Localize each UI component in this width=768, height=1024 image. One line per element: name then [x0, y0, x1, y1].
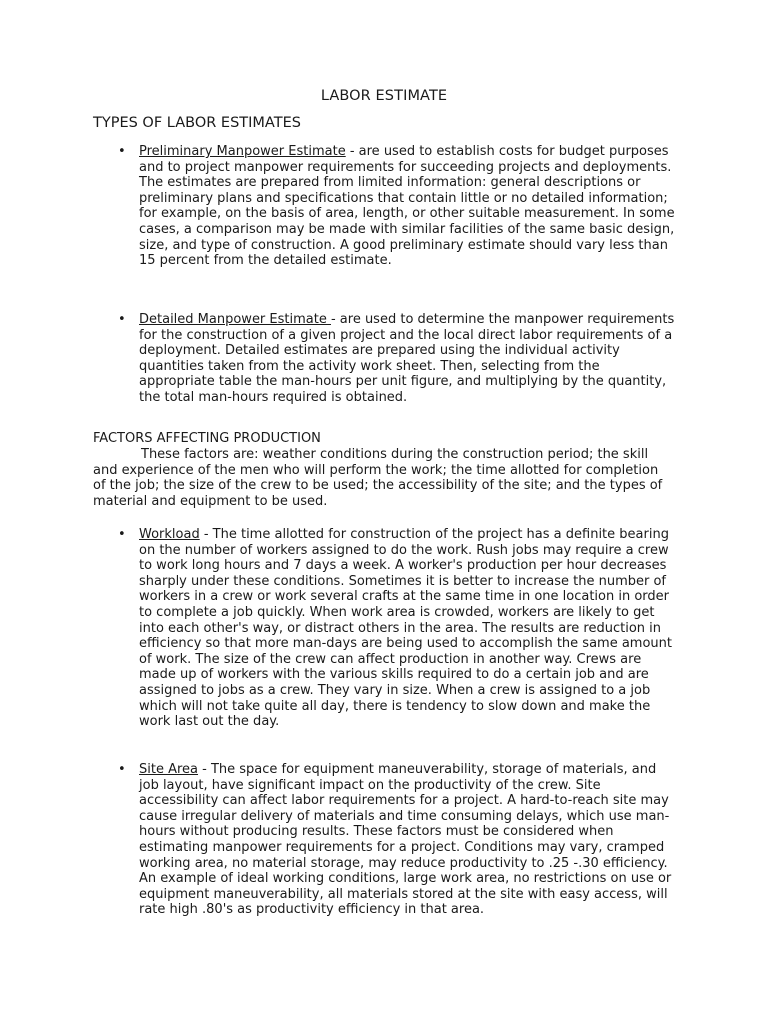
bullet-icon: • — [118, 144, 126, 159]
factors-intro-paragraph: These factors are: weather conditions during the construction period; the skill and experience of the men who will perform the work; the time allotted for completion of the job; the size of the crew to be used; the accessibility of the site; and the types of material and equipment to be used. — [93, 447, 663, 509]
section-heading-types: TYPES OF LABOR ESTIMATES — [93, 115, 301, 131]
list-item-workload — [118, 527, 677, 730]
bullet-icon: • — [118, 527, 126, 542]
section-heading-factors: FACTORS AFFECTING PRODUCTION — [93, 431, 321, 446]
text-detailed-estimate: - are used to determine the manpower requirements for the construction of a given project and the local direct labor requirements of a deployment. Detailed estimates are prepared using the individual activity quantities taken from the activity work sheet. Then, selecting from the appropriate table the man-hours per unit figure, and multiplying by the quantity, the total man-hours required is obtained. — [139, 312, 675, 405]
text-site-area: - The space for equipment maneuverability, storage of materials, and job layout, have significant impact on the productivity of the crew. Site accessibility can affect labor requirements for a project. A hard-to-reach site may cause irregular delivery of materials and time consuming delays, which use man-hours without producing results. These factors must be considered when estimating manpower requirements for a project. Conditions may vary, cramped working area, no material storage, may reduce productivity to .25 -.30 efficiency. An example of ideal working conditions, large work area, no restrictions on use or equipment maneuverability, all materials stored at the site with easy access, will rate high .80's as productivity efficiency in that area. — [139, 762, 672, 918]
text-workload: - The time allotted for construction of the project has a definite bearing on the number of workers assigned to do the work. Rush jobs may require a crew to work long hours and 7 days a week. A worker's production per hour decreases sharply under these conditions. Sometimes it is better to increase the number of workers in a crew or work several crafts at the same time in one location in order to complete a job quickly. When work area is crowded, workers are likely to get into each other's way, or distract others in the area. The results are reduction in efficiency so that more man-days are being used to accomplish the same amount of work. The size of the crew can affect production in another way. Crews are made up of workers with the various skills required to do a certain job and are assigned to jobs as a crew. They vary in size. When a crew is assigned to a job which will not take quite all day, there is tendency to slow down and make the work last out the day. — [139, 527, 672, 730]
list-item-detailed-estimate — [118, 312, 677, 406]
list-item-site-area — [118, 762, 677, 918]
bullet-icon: • — [118, 762, 126, 777]
term-preliminary-estimate: Preliminary Manpower Estimate — [139, 144, 346, 159]
term-site-area: Site Area — [139, 762, 199, 777]
bullet-icon: • — [118, 312, 126, 327]
list-item-preliminary-estimate — [118, 144, 677, 269]
term-detailed-estimate: Detailed Manpower Estimate — [139, 312, 331, 327]
term-workload: Workload — [139, 527, 200, 542]
text-preliminary-estimate: - are used to establish costs for budget purposes and to project manpower requirements for succeeding projects and deployments. The estimates are prepared from limited information: general descriptions or preliminary plans and specifications that contain little or no detailed information; for example, on the basis of area, length, or other suitable measurement. In some cases, a comparison may be made with similar facilities of the same basic design, size, and type of construction. A good preliminary estimate should vary less than 15 percent from the detailed estimate. — [139, 144, 675, 269]
document-title: LABOR ESTIMATE — [320, 88, 448, 104]
